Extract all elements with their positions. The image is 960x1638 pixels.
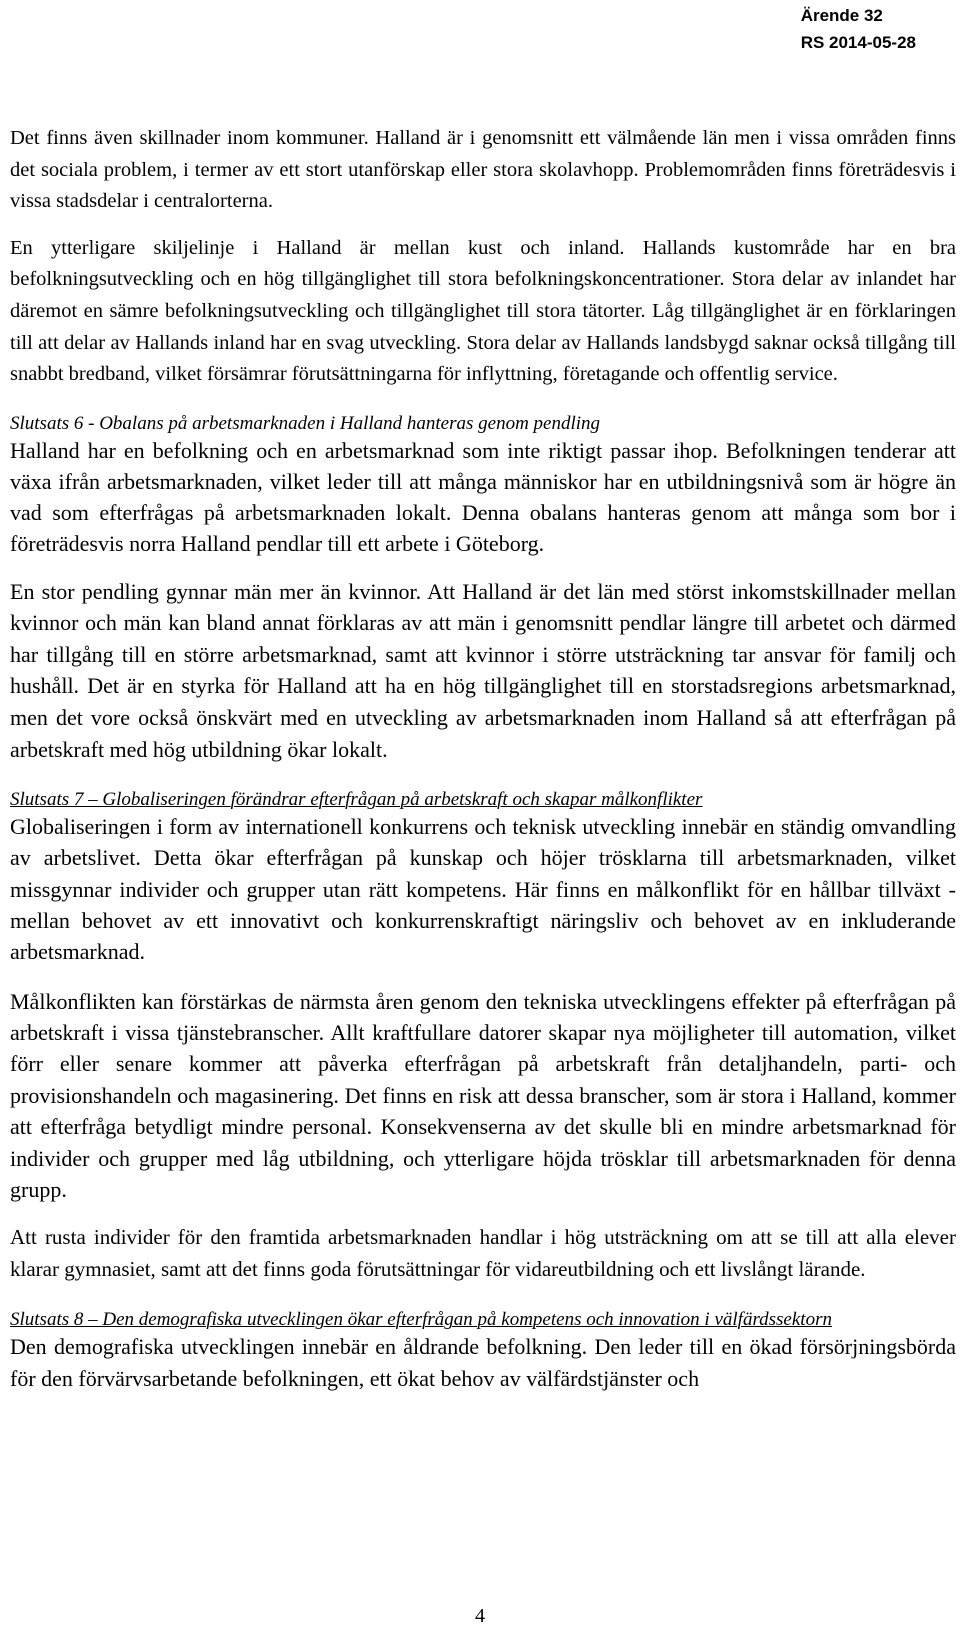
paragraph-prepare-individuals: Att rusta individer för den framtida arbetsmarknaden handlar i hög utsträckning om att se till att alla elever klarar gymnasiet, samt att det finns goda förutsättningar för vidareutbildning och ett livslångt lärande. <box>10 1225 956 1281</box>
page-number: 4 <box>475 1605 485 1627</box>
document-header <box>801 2 916 56</box>
heading-conclusion-8: Slutsats 8 – Den demografiska utvecklingen ökar efterfrågan på kompetens och innovation i välfärdssektorn <box>10 1309 832 1331</box>
paragraph-municipal-differences: Det finns även skillnader inom kommuner. Halland är i genomsnitt ett välmående län men i vissa områden finns det sociala problem, i termer av ett stort utanförskap eller stora skolavhopp. Problemområden finns företrädesvis i vissa stadsdelar i centralorterna. <box>10 127 956 213</box>
paragraph-coast-inland: En ytterligare skiljelinje i Halland är mellan kust och inland. Hallands kustområde har en bra befolkningsutveckling och en hög tillgänglighet till stora befolkningskoncentrationer. Stora delar av inlandet har däremot en sämre befolkningsutveckling och tillgänglighet till stora tätorter. Låg tillgänglighet är en förklaringen till att delar av Hallands inland har en svag utveckling. Stora delar av Hallands landsbygd saknar också tillgång till snabbt bredband, vilket försämrar förutsättningarna för inflyttning, företagande och offentlig service. <box>10 236 956 386</box>
paragraph-globalisation: Globaliseringen i form av internationell konkurrens och teknisk utveckling innebär en ständig omvandling av arbetslivet. Detta ökar efterfrågan på kunskap och höjer trösklarna till arbetsmarknaden, vilket missgynnar individer och grupper utan rätt kompetens. Här finns en målkonflikt för en hållbar tillväxt - mellan behovet av ett innovativt och konkurrenskraftigt näringsliv och behovet av en inkluderande arbetsmarknad. <box>10 814 956 965</box>
heading-conclusion-6: Slutsats 6 - Obalans på arbetsmarknaden i Halland hanteras genom pendling <box>10 412 601 434</box>
heading-conclusion-7: Slutsats 7 – Globaliseringen förändrar efterfrågan på arbetskraft och skapar målkonflikter <box>10 789 703 811</box>
paragraph-goal-conflict: Målkonflikten kan förstärkas de närmsta åren genom den tekniska utvecklingens effekter på efterfrågan på arbetskraft i vissa tjänstebranscher. Allt kraftfullare datorer skapar nya möjligheter till automation, vilket förr eller senare kommer att påverka efterfrågan på arbetskraft från detaljhandeln, parti- och provisionshandeln och magasinering. Det finns en risk att dessa branscher, som är stora i Halland, kommer att efterfråga betydligt mindre personal. Konsekvenserna av det skulle bli en mindre arbetsmarknad för individer och grupper med låg utbildning, och ytterligare höjda trösklar till arbetsmarknaden för denna grupp. <box>10 988 956 1203</box>
paragraph-labor-imbalance: Halland har en befolkning och en arbetsmarknad som inte riktigt passar ihop. Befolkningen tenderar att växa ifrån arbetsmarknaden, vilket leder till att många människor har en utbildningsnivå som är högre än vad som efterfrågas på arbetsmarknaden lokalt. Denna obalans hanteras genom att många som bor i företrädesvis norra Halland pendlar till ett arbete i Göteborg. <box>10 437 956 557</box>
document-body <box>10 123 956 1394</box>
case-number: Ärende 32 <box>800 6 883 25</box>
document-date: RS 2014-05-28 <box>800 33 916 52</box>
paragraph-demographics: Den demografiska utvecklingen innebär en åldrande befolkning. Den leder till en ökad försörjningsbörda för den förvärvsarbetande befolkningen, ett ökat behov av välfärdstjänster och <box>10 1334 956 1391</box>
paragraph-commuting-gender: En stor pendling gynnar män mer än kvinnor. Att Halland är det län med störst inkomstskillnader mellan kvinnor och män kan bland annat förklaras av att män i genomsnitt pendlar längre till arbetet och därmed har tillgång till en större arbetsmarknad, samt att kvinnor i större utsträckning tar ansvar för familj och hushåll. Det är en styrka för Halland att ha en hög tillgänglighet till en storstadsregions arbetsmarknad, men det vore också önskvärt med en utveckling av arbetsmarknaden inom Halland så att efterfrågan på arbetskraft med hög utbildning ökar lokalt. <box>10 578 956 762</box>
